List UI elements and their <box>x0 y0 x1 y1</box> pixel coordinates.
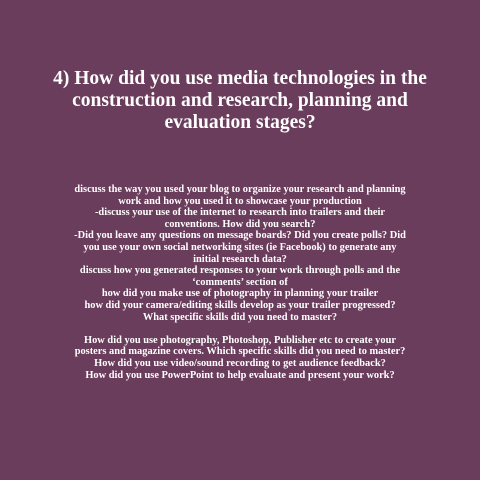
body-line: initial research data? <box>193 253 287 265</box>
body-line: how did your camera/editing skills develop as your trailer progressed? <box>84 299 396 311</box>
paragraph-gap <box>20 323 460 335</box>
body-line: conventions. How did you search? <box>164 218 316 230</box>
body-line: -Did you leave any questions on message boards? Did you create polls? Did <box>74 230 406 242</box>
body-line: How did you use PowerPoint to help evaluate and present your work? <box>85 369 395 381</box>
body-line: work and how you used it to showcase your production <box>118 195 362 207</box>
body-line: how did you make use of photography in planning your trailer <box>101 288 379 300</box>
body-line: How did you use photography, Photoshop, Publisher etc to create your <box>84 334 396 346</box>
title-line: construction and research, planning and <box>72 90 408 111</box>
body-line: discuss the way you used your blog to organize your research and planning <box>74 184 406 195</box>
title-line: evaluation stages? <box>164 112 316 133</box>
title-line: 4) How did you use media technologies in the <box>53 68 427 89</box>
body-line: ‘comments’ section of <box>192 276 288 288</box>
body-line: How did you use video/sound recording to get audience feedback? <box>94 357 386 369</box>
body-line: What specific skills did you need to master? <box>142 311 338 323</box>
body-line: you use your own social networking sites (ie Facebook) to generate any <box>83 241 397 253</box>
body-line: discuss how you generated responses to your work through polls and the <box>79 265 401 277</box>
slide-body-text <box>20 184 460 381</box>
body-line: posters and magazine covers. Which specific skills did you need to master? <box>74 346 406 358</box>
body-line: -discuss your use of the internet to research into trailers and their <box>94 207 386 219</box>
slide-title <box>40 68 440 134</box>
